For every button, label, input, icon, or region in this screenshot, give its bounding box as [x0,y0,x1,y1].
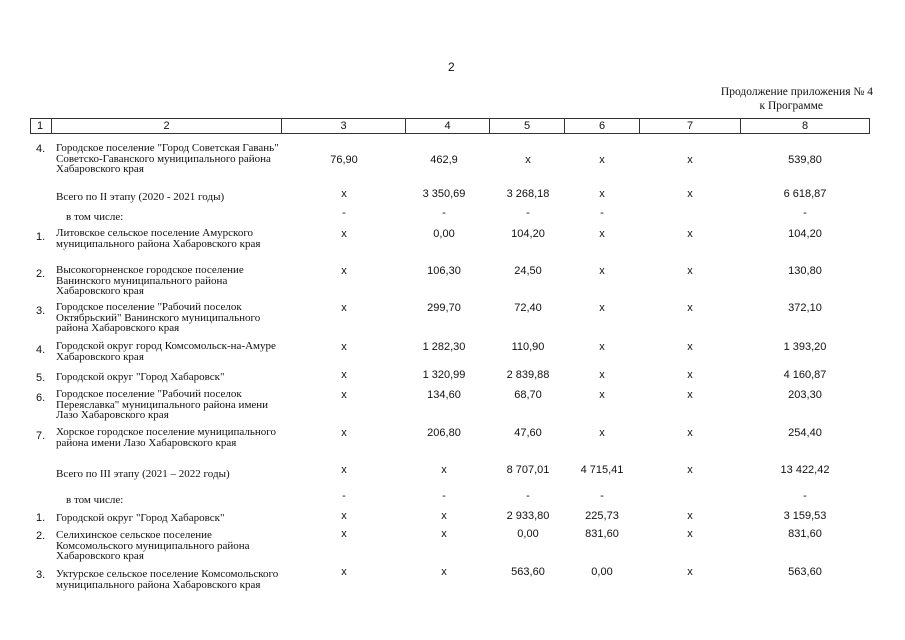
cell-col-8: 203,30 [788,389,822,401]
cell-col-6: х [599,369,605,381]
cell-col-8: 6 618,87 [783,188,827,200]
cell-col-3: х [341,341,347,353]
table-row [0,369,905,384]
row-name: Городской округ "Город Хабаровск" [56,512,225,524]
cell-col-4: х [441,528,447,540]
cell-col-4: 134,60 [427,389,461,401]
row-name: Городской округ "Город Хабаровск" [56,371,225,383]
cell-col-8: 1 393,20 [783,341,827,353]
header-col-5: 5 [490,119,565,134]
cell-col-5: 68,70 [514,389,542,401]
table-row [0,464,905,480]
row-number: 2. [36,530,46,542]
table-row [0,227,905,250]
row-number: 1. [36,231,46,243]
cell-col-5: - [526,490,530,502]
cell-col-5: 563,60 [511,566,545,578]
cell-col-6: - [600,490,604,502]
cell-col-5: 8 707,01 [506,464,550,476]
cell-col-3: х [341,265,347,277]
appendix-subtitle: к Программе [759,100,823,112]
row-name: Селихинское сельское поселение Комсомольского муниципального района Хабаровского края [56,529,250,562]
header-col-1: 1 [31,119,52,134]
cell-col-5: 2 933,80 [506,510,550,522]
cell-col-8: 539,80 [788,154,822,166]
cell-col-6: х [599,427,605,439]
cell-col-4: 206,80 [427,427,461,439]
cell-col-8: 372,10 [788,302,822,314]
row-name: Хорское городское поселение муниципального района имени Лазо Хабаровского края [56,426,276,449]
cell-col-4: - [442,490,446,502]
row-name: Городское поселение "Рабочий поселок Октябрьский" Ванинского муниципального района Хабаровского края [56,301,261,334]
cell-col-5: 110,90 [511,341,545,353]
row-name: Городской округ город Комсомольск-на-Амуре Хабаровского края [56,340,276,363]
row-name: Высокогорненское городское поселение Ванинского муниципального района Хабаровского края [56,264,244,297]
cell-col-8: 563,60 [788,566,822,578]
header-col-2: 2 [52,119,282,134]
table-row [0,528,905,562]
cell-col-4: 3 350,69 [422,188,466,200]
cell-col-5: 2 839,88 [506,369,550,381]
column-number-header [30,118,870,134]
cell-col-3: х [341,510,347,522]
cell-col-7: х [687,341,693,353]
cell-col-7: х [687,154,693,166]
cell-col-6: х [599,265,605,277]
cell-col-7: х [687,389,693,401]
cell-col-3: - [342,207,346,219]
cell-col-7: х [687,228,693,240]
cell-col-5: 72,40 [514,302,542,314]
row-number: 5. [36,372,46,384]
cell-col-7: х [687,528,693,540]
cell-col-8: - [803,490,807,502]
cell-col-6: х [599,389,605,401]
cell-col-6: 4 715,41 [580,464,624,476]
appendix-title: Продолжение приложения № 4 [720,86,873,98]
header-col-8: 8 [741,119,870,134]
cell-col-3: 76,90 [330,154,358,166]
cell-col-5: 24,50 [514,265,542,277]
table-row [0,340,905,363]
cell-col-4: х [441,566,447,578]
cell-col-5: х [525,154,531,166]
cell-col-7: х [687,369,693,381]
cell-col-7: х [687,427,693,439]
cell-col-3: х [341,188,347,200]
cell-col-6: - [600,207,604,219]
including-label: в том числе: [66,211,124,223]
cell-col-6: х [599,302,605,314]
table-row [0,510,905,524]
cell-col-7: х [687,265,693,277]
cell-col-8: 13 422,42 [780,464,830,476]
row-number: 4. [36,143,46,155]
cell-col-3: х [341,369,347,381]
cell-col-4: - [442,207,446,219]
row-name: Городское поселение "Рабочий поселок Переяславка" муниципального района имени Лазо Хабаровского края [56,388,269,421]
cell-col-5: 0,00 [517,528,539,540]
table-row [0,301,905,334]
cell-col-3: х [341,427,347,439]
cell-col-4: х [441,510,447,522]
row-number: 2. [36,268,46,280]
row-number: 4. [36,344,46,356]
header-col-4: 4 [406,119,490,134]
cell-col-8: 831,60 [788,528,822,540]
header-col-6: 6 [565,119,640,134]
table-row [0,490,905,506]
cell-col-5: 47,60 [514,427,542,439]
cell-col-5: 3 268,18 [506,188,550,200]
row-name: Литовское сельское поселение Амурского муниципального района Хабаровского края [56,227,261,250]
cell-col-4: 106,30 [427,265,461,277]
table-row [0,426,905,449]
cell-col-7: х [687,302,693,314]
table-row [0,566,905,591]
cell-col-6: 225,73 [585,510,619,522]
cell-col-4: х [441,464,447,476]
cell-col-6: х [599,341,605,353]
cell-col-3: х [341,228,347,240]
cell-col-5: 104,20 [511,228,545,240]
table-row [0,188,905,203]
cell-col-6: х [599,154,605,166]
cell-col-8: 104,20 [788,228,822,240]
row-number: 3. [36,569,46,581]
cell-col-3: х [341,566,347,578]
table-row [0,264,905,297]
table-row [0,388,905,421]
cell-col-8: - [803,207,807,219]
cell-col-3: х [341,464,347,476]
header-col-7: 7 [640,119,741,134]
cell-col-7: х [687,188,693,200]
subtotal-label: Всего по III этапу (2021 – 2022 годы) [56,468,230,480]
cell-col-3: х [341,389,347,401]
cell-col-8: 130,80 [788,265,822,277]
cell-col-5: - [526,207,530,219]
row-number: 7. [36,430,46,442]
row-number: 6. [36,392,46,404]
cell-col-3: - [342,490,346,502]
cell-col-4: 1 320,99 [422,369,466,381]
cell-col-4: 0,00 [433,228,455,240]
cell-col-7: х [687,510,693,522]
cell-col-3: х [341,528,347,540]
cell-col-8: 4 160,87 [783,369,827,381]
table-row [0,207,905,223]
row-number: 1. [36,512,46,524]
row-name: Городское поселение "Город Советская Гавань" Советско-Гаванского муниципального района Хабаровского края [56,142,279,175]
header-col-3: 3 [282,119,406,134]
cell-col-6: х [599,228,605,240]
subtotal-label: Всего по II этапу (2020 - 2021 годы) [56,191,225,203]
cell-col-4: 1 282,30 [422,341,466,353]
row-name: Уктурское сельское поселение Комсомольского муниципального района Хабаровского края [56,568,279,591]
cell-col-4: 299,70 [427,302,461,314]
row-number: 3. [36,305,46,317]
cell-col-4: 462,9 [430,154,458,166]
table-row [0,142,905,175]
cell-col-6: 0,00 [591,566,613,578]
cell-col-8: 3 159,53 [783,510,827,522]
cell-col-6: х [599,188,605,200]
cell-col-7: х [687,464,693,476]
cell-col-6: 831,60 [585,528,619,540]
cell-col-7: х [687,566,693,578]
cell-col-8: 254,40 [788,427,822,439]
including-label: в том числе: [66,494,124,506]
cell-col-3: х [341,302,347,314]
page-number: 2 [448,60,455,74]
